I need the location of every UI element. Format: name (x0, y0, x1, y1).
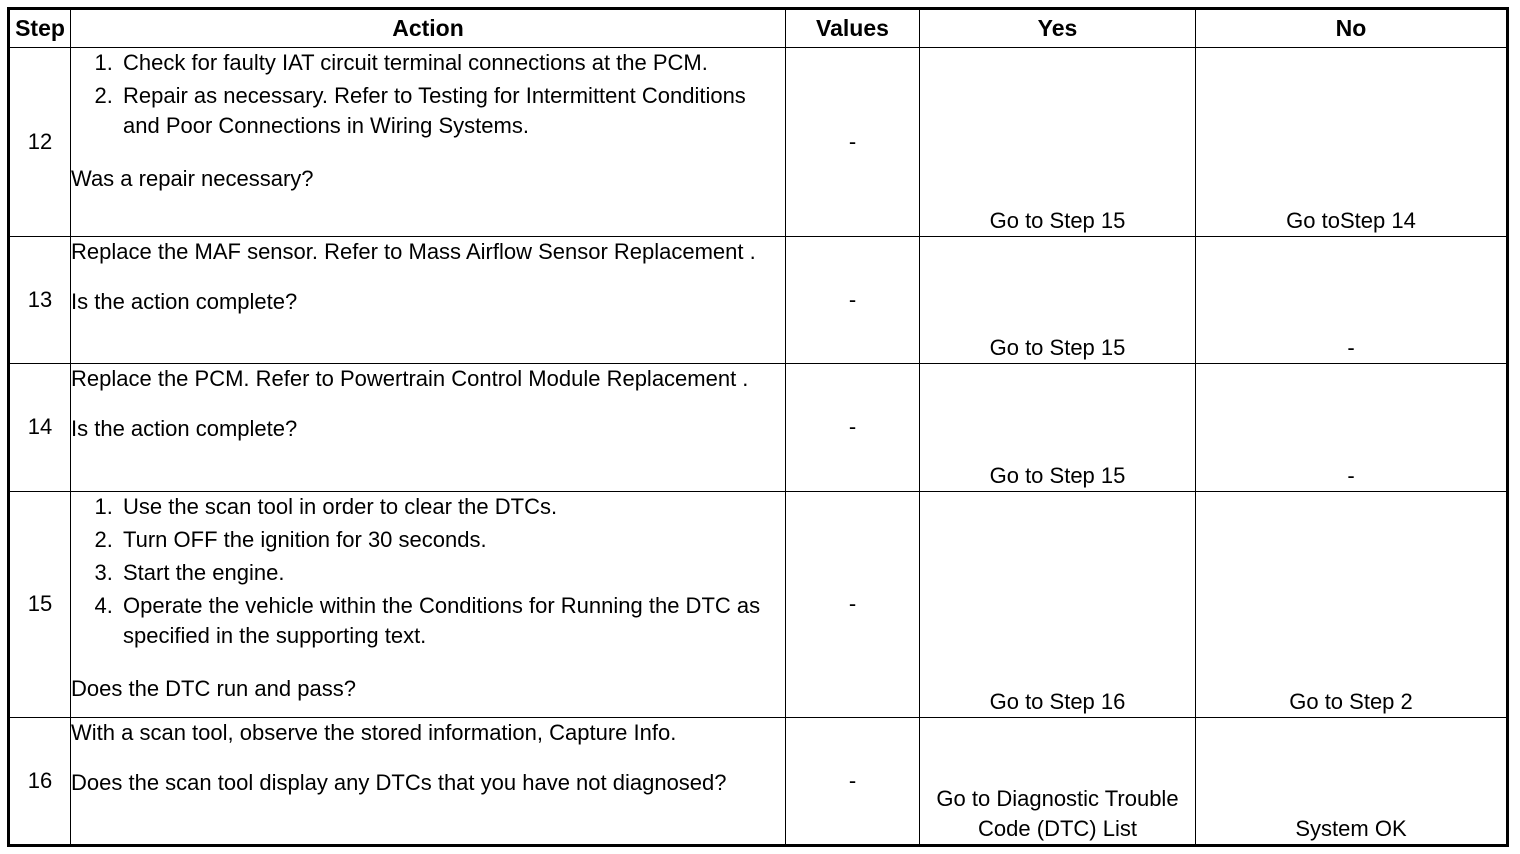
header-action: Action (71, 9, 786, 48)
yes-link[interactable]: Go to Diagnostic Trouble Code (DTC) List (920, 717, 1196, 845)
values-cell: - (786, 48, 920, 237)
step-number: 15 (9, 491, 71, 717)
values-cell: - (786, 237, 920, 364)
step-number: 12 (9, 48, 71, 237)
action-text: Replace the PCM. Refer to Powertrain Control Module Replacement . (71, 366, 749, 392)
step-number: 13 (9, 237, 71, 364)
table-row (9, 364, 1508, 491)
action-step-item: 1. Check for faulty IAT circuit terminal connections at the PCM. (119, 48, 785, 78)
action-question: Does the scan tool display any DTCs that you have not diagnosed? (71, 769, 727, 795)
action-cell (71, 364, 786, 491)
no-cell: - (1196, 237, 1508, 364)
action-text: Replace the MAF sensor. Refer to Mass Airflow Sensor Replacement . (71, 239, 756, 265)
action-cell (71, 717, 786, 845)
action-cell (71, 491, 786, 717)
action-cell (71, 48, 786, 237)
action-step-item: 4. Operate the vehicle within the Conditions for Running the DTC as specified in the supporting text. (119, 591, 785, 651)
yes-link[interactable]: Go to Step 15 (920, 364, 1196, 491)
header-step: Step (9, 9, 71, 48)
values-cell: - (786, 491, 920, 717)
values-cell: - (786, 717, 920, 845)
values-cell: - (786, 364, 920, 491)
action-question: Was a repair necessary? (71, 166, 314, 191)
no-link[interactable]: Go to Step 2 (1196, 491, 1508, 717)
no-link[interactable]: Go toStep 14 (1196, 48, 1508, 237)
table-row (9, 717, 1508, 845)
yes-link[interactable]: Go to Step 16 (920, 491, 1196, 717)
action-question: Is the action complete? (71, 289, 298, 315)
no-cell: - (1196, 364, 1508, 491)
header-values: Values (786, 9, 920, 48)
action-question: Is the action complete? (71, 416, 298, 442)
header-row (9, 9, 1508, 48)
action-steps-list (71, 492, 785, 651)
action-step-item: 3. Start the engine. (119, 558, 785, 588)
diagnostic-table (7, 7, 1509, 847)
action-step-item: 2. Repair as necessary. Refer to Testing for Intermittent Conditions and Poor Connections in Wiring Systems. (119, 81, 785, 141)
action-question: Does the DTC run and pass? (71, 675, 356, 701)
header-no: No (1196, 9, 1508, 48)
action-text: With a scan tool, observe the stored information, Capture Info. (71, 719, 677, 745)
no-result: System OK (1196, 717, 1508, 845)
header-yes: Yes (920, 9, 1196, 48)
table-row (9, 491, 1508, 717)
yes-link[interactable]: Go to Step 15 (920, 237, 1196, 364)
step-number: 16 (9, 717, 71, 845)
yes-link[interactable]: Go to Step 15 (920, 48, 1196, 237)
action-step-item: 1. Use the scan tool in order to clear the DTCs. (119, 492, 785, 522)
action-steps-list (71, 48, 785, 141)
table-row (9, 48, 1508, 237)
action-cell (71, 237, 786, 364)
action-step-item: 2. Turn OFF the ignition for 30 seconds. (119, 525, 785, 555)
table-row (9, 237, 1508, 364)
step-number: 14 (9, 364, 71, 491)
